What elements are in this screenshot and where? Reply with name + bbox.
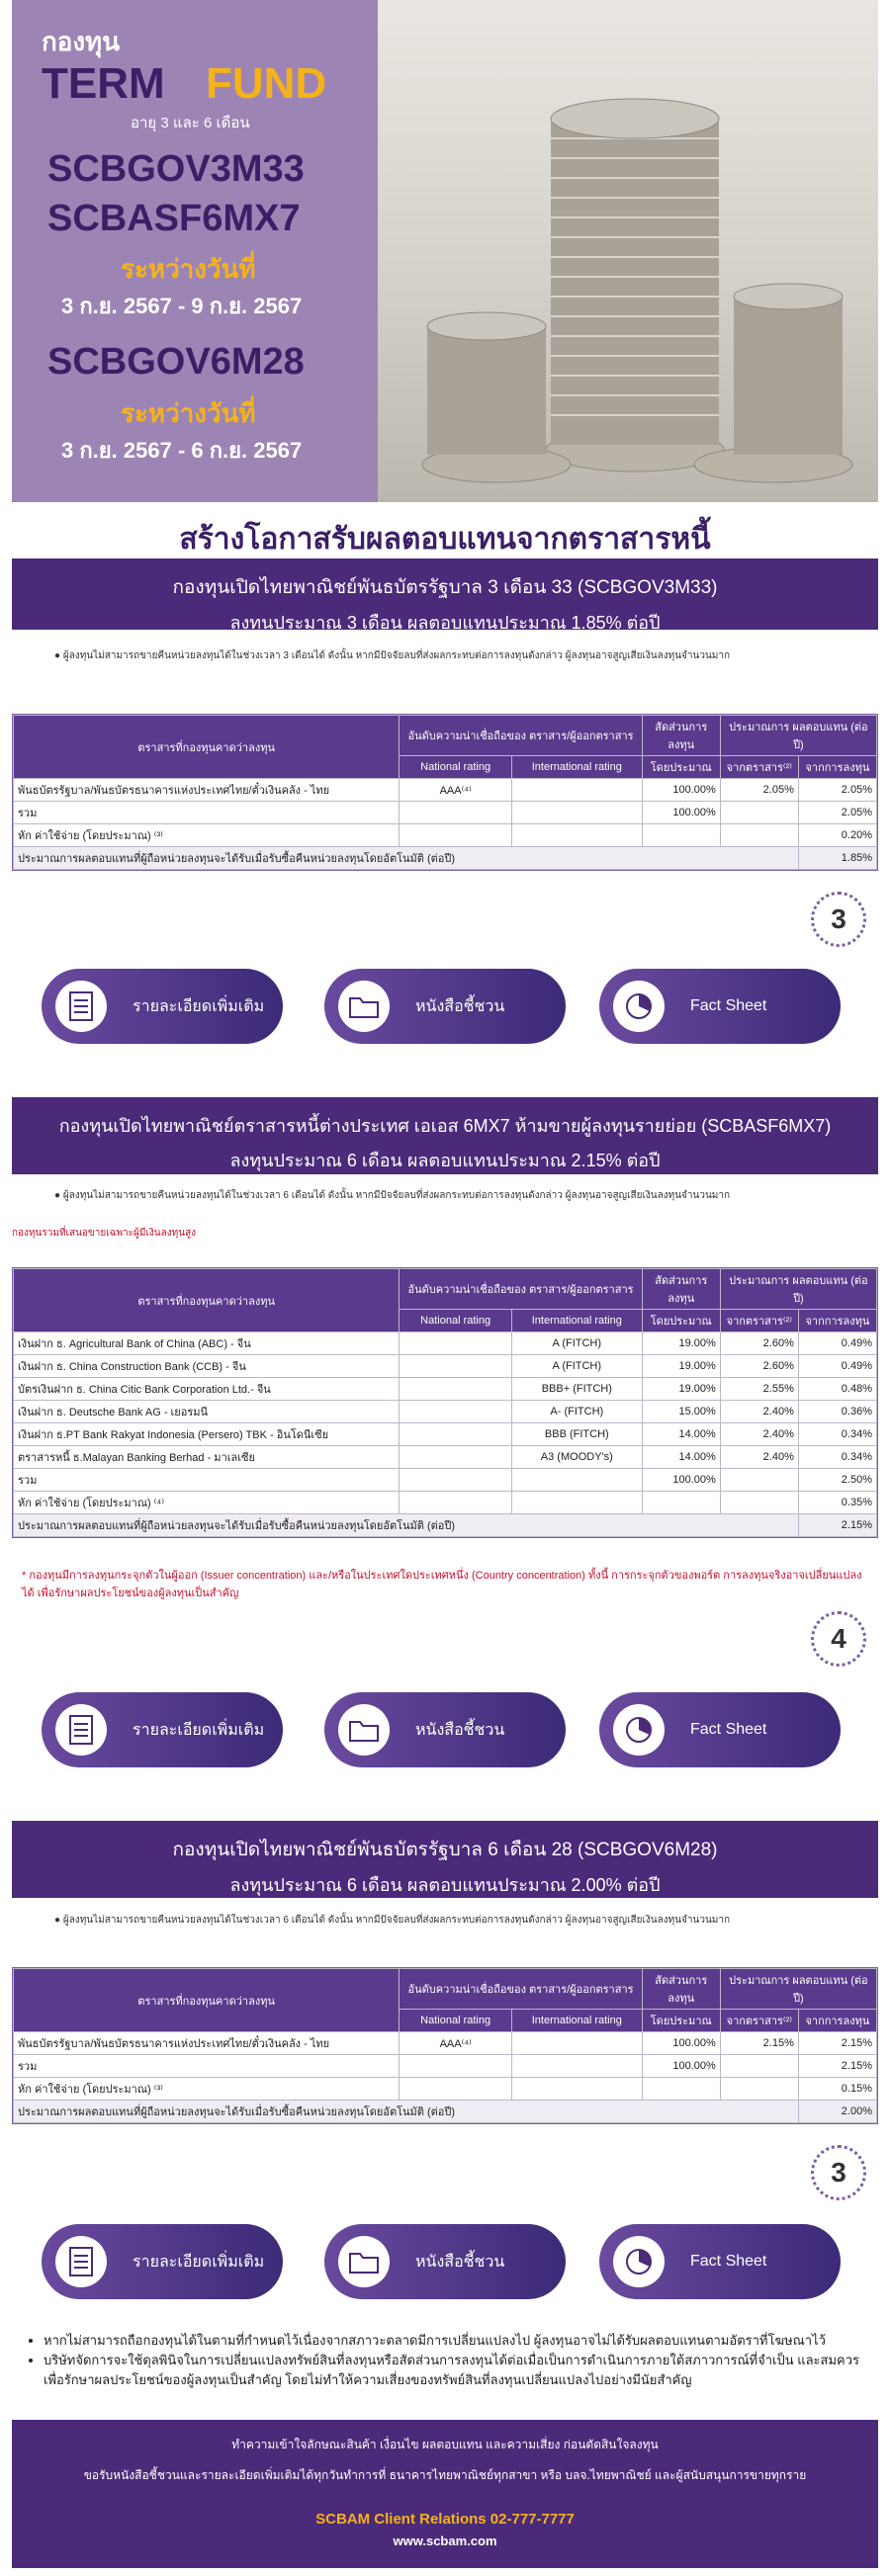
table-cell-ret	[720, 2055, 798, 2078]
table-cell-wret: 0.48%	[798, 1378, 876, 1401]
prospectus-label: หนังสือชี้ชวน	[415, 2253, 505, 2271]
fund2-note: ● ผู้ลงทุนไม่สามารถขายคืนหน่วยลงทุนได้ในช่วงเวลา 6 เดือนได้ ดังนั้น หากมีปัจจัยลบที่ส่งผลกระทบต่อการลงทุนดังกล่าว ผู้ลงทุนอาจสูญเสียเงินลงทุนจำนวนมาก	[54, 1190, 731, 1201]
table-cell-alloc: 19.00%	[642, 1355, 720, 1378]
table-cell-intl: BBB (FITCH)	[511, 1423, 642, 1446]
fund3-note: ● ผู้ลงทุนไม่สามารถขายคืนหน่วยลงทุนได้ในช่วงเวลา 6 เดือนได้ ดังนั้น หากมีปัจจัยลบที่ส่งผลกระทบต่อการลงทุนดังกล่าว ผู้ลงทุนอาจสูญเสียเงินลงทุนจำนวนมาก	[54, 1915, 731, 1926]
th-national: National rating	[400, 2010, 512, 2032]
hero-dates-2: 3 ก.ย. 2567 - 6 ก.ย. 2567	[61, 438, 303, 463]
table-total-row	[14, 2101, 877, 2123]
table-cell-wret: 0.34%	[798, 1423, 876, 1446]
fund2-details-button[interactable]	[42, 1692, 283, 1767]
table-cell-alloc: 19.00%	[642, 1332, 720, 1355]
coins-illustration	[378, 0, 878, 502]
table-total-row	[14, 1514, 877, 1537]
table-cell-wret: 0.15%	[798, 2078, 876, 2101]
hero-banner	[12, 0, 878, 502]
table-cell-wret: 2.15%	[798, 2032, 876, 2055]
table-cell-nat	[400, 2055, 512, 2078]
th-return-sub2: จากการลงทุน	[798, 2010, 876, 2032]
footer-line-1: ทำความเข้าใจลักษณะสินค้า เงื่อนไข ผลตอบแทน และความเสี่ยง ก่อนตัดสินใจลงทุน	[231, 2438, 659, 2451]
table-total-row	[14, 847, 877, 870]
table-cell-ret: 2.60%	[720, 1332, 798, 1355]
footer	[12, 2420, 878, 2568]
table-cell-ret: 2.05%	[720, 779, 798, 802]
table-cell-wret: 2.05%	[798, 802, 876, 824]
fund3-prospectus-button[interactable]	[324, 2224, 566, 2299]
table-cell-ret: 2.40%	[720, 1423, 798, 1446]
fund2-factsheet-button[interactable]	[599, 1692, 841, 1767]
coin-stack-photo	[378, 0, 878, 502]
fund3-factsheet-button[interactable]	[599, 2224, 841, 2299]
th-rating-group: อันดับความน่าเชื่อถือของ ตราสาร/ผู้ออกตราสาร	[400, 1269, 642, 1310]
folder-icon	[338, 981, 390, 1032]
hero-dates-1: 3 ก.ย. 2567 - 9 ก.ย. 2567	[61, 294, 303, 318]
table-cell-intl	[511, 1469, 642, 1492]
footer-line-2: ขอรับหนังสือชี้ชวนและรายละเอียดเพิ่มเติมได้ทุกวันทำการที่ ธนาคารไทยพาณิชย์ทุกสาขา หรือ บลจ.ไทยพาณิชย์ และผู้สนับสนุนการขายทุกราย	[83, 2468, 807, 2482]
table-cell-intl	[511, 2032, 642, 2055]
table-cell-ret: 2.40%	[720, 1446, 798, 1469]
document-icon	[55, 2236, 107, 2287]
hero-kong-thun: กองทุน	[42, 27, 120, 56]
table-cell-nat	[400, 2078, 512, 2101]
table-cell-wret: 0.34%	[798, 1446, 876, 1469]
hero-code-3: SCBGOV6M28	[47, 341, 305, 383]
th-rating-group: อันดับความน่าเชื่อถือของ ตราสาร/ผู้ออกตราสาร	[400, 716, 642, 756]
total-label: ประมาณการผลตอบแทนที่ผู้ถือหน่วยลงทุนจะได้รับเมื่อรับซื้อคืนหน่วยลงทุนโดยอัตโนมัติ (ต่อปี)	[14, 2101, 799, 2123]
table-cell-name: รวม	[14, 802, 400, 824]
prospectus-label: หนังสือชี้ชวน	[415, 997, 505, 1015]
table-row	[14, 2032, 877, 2055]
th-alloc-group: สัดส่วนการลงทุน	[642, 1269, 720, 1310]
table-cell-intl	[511, 2078, 642, 2101]
table-cell-name: เงินฝาก ธ. Agricultural Bank of China (ABC) - จีน	[14, 1332, 400, 1355]
table-row	[14, 1469, 877, 1492]
total-label: ประมาณการผลตอบแทนที่ผู้ถือหน่วยลงทุนจะได้รับเมื่อรับซื้อคืนหน่วยลงทุนโดยอัตโนมัติ (ต่อปี)	[14, 847, 799, 870]
table-cell-name: บัตรเงินฝาก ธ. China Citic Bank Corporation Ltd.- จีน	[14, 1378, 400, 1401]
table-cell-intl: A3 (MOODY's)	[511, 1446, 642, 1469]
pie-chart-icon	[613, 1704, 665, 1756]
table-row	[14, 1332, 877, 1355]
hero-fund: FUND	[206, 59, 327, 108]
table-cell-nat: AAA⁽⁴⁾	[400, 779, 512, 802]
total-value: 1.85%	[798, 847, 876, 870]
fund1-note: ● ผู้ลงทุนไม่สามารถขายคืนหน่วยลงทุนได้ในช่วงเวลา 3 เดือนได้ ดังนั้น หากมีปัจจัยลบที่ส่งผลกระทบต่อการลงทุนดังกล่าว ผู้ลงทุนอาจสูญเสียเงินลงทุนจำนวนมาก	[54, 650, 731, 661]
table-cell-name: ตราสารหนี้ ธ.Malayan Banking Berhad - มาเลเซีย	[14, 1446, 400, 1469]
fund2-prospectus-button[interactable]	[324, 1692, 566, 1767]
th-instrument: ตราสารที่กองทุนคาดว่าลงทุน	[14, 1269, 400, 1332]
fund2-header	[12, 1097, 878, 1174]
th-international: International rating	[511, 1310, 642, 1332]
table-cell-alloc: 15.00%	[642, 1401, 720, 1423]
hero-term: TERM	[42, 59, 165, 108]
table-row	[14, 1378, 877, 1401]
table-cell-alloc: 19.00%	[642, 1378, 720, 1401]
th-national: National rating	[400, 1310, 512, 1332]
table-cell-nat	[400, 802, 512, 824]
footer-website[interactable]: www.scbam.com	[393, 2533, 497, 2548]
th-rating-group: อันดับความน่าเชื่อถือของ ตราสาร/ผู้ออกตราสาร	[400, 1969, 642, 2010]
risk-level: 3	[831, 2157, 846, 2188]
th-international: International rating	[511, 2010, 642, 2032]
table-cell-nat	[400, 824, 512, 847]
pie-chart-icon	[613, 981, 665, 1032]
fund2-risk-badge	[811, 1611, 866, 1667]
table-cell-ret: 2.40%	[720, 1401, 798, 1423]
factsheet-label: Fact Sheet	[690, 2253, 767, 2270]
th-national: National rating	[400, 756, 512, 779]
table-row	[14, 802, 877, 824]
table-cell-name: พันธบัตรรัฐบาล/พันธบัตรธนาคารแห่งประเทศไทย/ตั๋วเงินคลัง - ไทย	[14, 2032, 400, 2055]
th-return-group: ประมาณการ ผลตอบแทน (ต่อปี)	[720, 716, 876, 756]
table-cell-wret: 2.15%	[798, 2055, 876, 2078]
disclaimer-bullet-1: • หากไม่สามารถถือกองทุนได้ในตามที่กำหนดไว้เนื่องจากสภาวะตลาดมีการเปลี่ยนแปลงไป ผู้ลงทุนอาจไม่ได้รับผลตอบแทนตามอัตราที่โฆษณาไว้	[44, 2331, 876, 2351]
table-cell-alloc: 100.00%	[642, 802, 720, 824]
fund1-prospectus-button[interactable]	[324, 969, 566, 1044]
table-cell-nat	[400, 1378, 512, 1401]
fund1-table	[12, 714, 878, 871]
th-return-sub1: จากตราสาร⁽²⁾	[720, 756, 798, 779]
table-cell-nat	[400, 1355, 512, 1378]
table-row	[14, 824, 877, 847]
table-cell-intl: BBB+ (FITCH)	[511, 1378, 642, 1401]
table-cell-ret: 2.60%	[720, 1355, 798, 1378]
page-headline: สร้างโอกาสรับผลตอบแทนจากตราสารหนี้	[179, 523, 711, 556]
table-row	[14, 1492, 877, 1514]
th-alloc-group: สัดส่วนการลงทุน	[642, 716, 720, 756]
table-cell-intl	[511, 2055, 642, 2078]
table-cell-alloc: 100.00%	[642, 779, 720, 802]
th-return-group: ประมาณการ ผลตอบแทน (ต่อปี)	[720, 1969, 876, 2010]
fund1-subtitle: ลงทุนประมาณ 3 เดือน ผลตอบแทนประมาณ 1.85% ต่อปี	[229, 613, 661, 633]
table-cell-wret: 0.36%	[798, 1401, 876, 1423]
th-return-sub1: จากตราสาร⁽²⁾	[720, 2010, 798, 2032]
fund1-details-button[interactable]	[42, 969, 283, 1044]
footer-contact: SCBAM Client Relations 02-777-7777	[315, 2511, 575, 2528]
table-cell-name: เงินฝาก ธ.PT Bank Rakyat Indonesia (Persero) TBK - อินโดนีเซีย	[14, 1423, 400, 1446]
factsheet-label: Fact Sheet	[690, 997, 767, 1014]
fund1-header	[12, 558, 878, 633]
table-cell-nat	[400, 1469, 512, 1492]
fund1-title: กองทุนเปิดไทยพาณิชย์พันธบัตรรัฐบาล 3 เดือน 33 (SCBGOV3M33)	[172, 577, 718, 598]
fund2-subtitle: ลงทุนประมาณ 6 เดือน ผลตอบแทนประมาณ 2.15% ต่อปี	[229, 1151, 661, 1170]
document-icon	[55, 981, 107, 1032]
hero-code-1: SCBGOV3M33	[47, 148, 305, 190]
th-international: International rating	[511, 756, 642, 779]
table-cell-nat	[400, 1332, 512, 1355]
table-cell-nat: AAA⁽⁴⁾	[400, 2032, 512, 2055]
table-row	[14, 779, 877, 802]
th-return-group: ประมาณการ ผลตอบแทน (ต่อปี)	[720, 1269, 876, 1310]
table-cell-alloc	[642, 1492, 720, 1514]
fund3-details-button[interactable]	[42, 2224, 283, 2299]
fund3-table	[12, 1967, 878, 2124]
table-cell-name: รวม	[14, 1469, 400, 1492]
table-cell-ret	[720, 802, 798, 824]
table-cell-ret: 2.15%	[720, 2032, 798, 2055]
table-cell-wret: 0.49%	[798, 1332, 876, 1355]
table-row	[14, 1401, 877, 1423]
th-return-sub2: จากการลงทุน	[798, 1310, 876, 1332]
table-cell-alloc: 14.00%	[642, 1423, 720, 1446]
table-cell-wret: 0.35%	[798, 1492, 876, 1514]
table-cell-ret	[720, 824, 798, 847]
table-cell-wret: 0.49%	[798, 1355, 876, 1378]
table-cell-alloc: 100.00%	[642, 1469, 720, 1492]
table-cell-name: หัก ค่าใช้จ่าย (โดยประมาณ) ⁽³⁾	[14, 824, 400, 847]
table-cell-ret	[720, 1492, 798, 1514]
th-instrument: ตราสารที่กองทุนคาดว่าลงทุน	[14, 716, 400, 779]
hero-age: อายุ 3 และ 6 เดือน	[131, 115, 250, 131]
table-cell-nat	[400, 1401, 512, 1423]
prospectus-label: หนังสือชี้ชวน	[415, 1721, 505, 1739]
table-row	[14, 2078, 877, 2101]
table-cell-alloc: 14.00%	[642, 1446, 720, 1469]
fund3-risk-badge	[811, 2145, 866, 2200]
fund3-title: กองทุนเปิดไทยพาณิชย์พันธบัตรรัฐบาล 6 เดือน 28 (SCBGOV6M28)	[172, 1840, 718, 1860]
total-value: 2.00%	[798, 2101, 876, 2123]
table-cell-intl	[511, 1492, 642, 1514]
fund3-subtitle: ลงทุนประมาณ 6 เดือน ผลตอบแทนประมาณ 2.00% ต่อปี	[229, 1875, 661, 1895]
table-row	[14, 1423, 877, 1446]
table-cell-ret	[720, 2078, 798, 2101]
pie-chart-icon	[613, 2236, 665, 2287]
factsheet-label: Fact Sheet	[690, 1721, 767, 1738]
disclaimer-bullets	[30, 2331, 876, 2390]
details-label: รายละเอียดเพิ่มเติม	[133, 997, 265, 1015]
table-cell-alloc	[642, 824, 720, 847]
fund1-factsheet-button[interactable]	[599, 969, 841, 1044]
table-cell-wret: 2.50%	[798, 1469, 876, 1492]
table-cell-alloc: 100.00%	[642, 2032, 720, 2055]
risk-level: 3	[831, 903, 846, 934]
table-cell-alloc: 100.00%	[642, 2055, 720, 2078]
total-label: ประมาณการผลตอบแทนที่ผู้ถือหน่วยลงทุนจะได้รับเมื่อรับซื้อคืนหน่วยลงทุนโดยอัตโนมัติ (ต่อปี)	[14, 1514, 799, 1537]
fund1-risk-badge	[811, 892, 866, 947]
table-cell-name: รวม	[14, 2055, 400, 2078]
table-cell-intl: A (FITCH)	[511, 1355, 642, 1378]
table-cell-wret: 2.05%	[798, 779, 876, 802]
th-return-sub2: จากการลงทุน	[798, 756, 876, 779]
table-cell-nat	[400, 1446, 512, 1469]
folder-icon	[338, 1704, 390, 1756]
fund2-table	[12, 1267, 878, 1538]
table-cell-intl: A (FITCH)	[511, 1332, 642, 1355]
table-row	[14, 1446, 877, 1469]
risk-level: 4	[831, 1623, 846, 1654]
table-cell-ret	[720, 1469, 798, 1492]
table-cell-wret: 0.20%	[798, 824, 876, 847]
details-label: รายละเอียดเพิ่มเติม	[133, 1721, 265, 1739]
table-cell-intl	[511, 779, 642, 802]
table-cell-ret: 2.55%	[720, 1378, 798, 1401]
table-cell-intl: A- (FITCH)	[511, 1401, 642, 1423]
fund2-title: กองทุนเปิดไทยพาณิชย์ตราสารหนี้ต่างประเทศ เอเอส 6MX7 ห้ามขายผู้ลงทุนรายย่อย (SCBASF6MX7)	[58, 1116, 832, 1136]
th-alloc-sub: โดยประมาณ	[642, 756, 720, 779]
fund2-warning: กองทุนรวมที่เสนอขายเฉพาะผู้มีเงินลงทุนสูง	[12, 1228, 197, 1239]
hero-text-panel	[12, 0, 378, 502]
table-cell-nat	[400, 1423, 512, 1446]
table-row	[14, 2055, 877, 2078]
table-cell-name: หัก ค่าใช้จ่าย (โดยประมาณ) ⁽⁴⁾	[14, 1492, 400, 1514]
th-alloc-sub: โดยประมาณ	[642, 2010, 720, 2032]
table-cell-name: หัก ค่าใช้จ่าย (โดยประมาณ) ⁽³⁾	[14, 2078, 400, 2101]
th-alloc-group: สัดส่วนการลงทุน	[642, 1969, 720, 2010]
table-cell-intl	[511, 802, 642, 824]
table-cell-nat	[400, 1492, 512, 1514]
table-cell-name: พันธบัตรรัฐบาล/พันธบัตรธนาคารแห่งประเทศไทย/ตั๋วเงินคลัง - ไทย	[14, 779, 400, 802]
table-cell-alloc	[642, 2078, 720, 2101]
total-value: 2.15%	[798, 1514, 876, 1537]
document-icon	[55, 1704, 107, 1756]
hero-between-2: ระหว่างวันที่	[121, 398, 256, 428]
fund3-header	[12, 1821, 878, 1898]
th-alloc-sub: โดยประมาณ	[642, 1310, 720, 1332]
table-cell-name: เงินฝาก ธ. China Construction Bank (CCB) - จีน	[14, 1355, 400, 1378]
disclaimer-bullet-2: • บริษัทจัดการจะใช้ดุลพินิจในการเปลี่ยนแปลงทรัพย์สินที่ลงทุนหรือสัดส่วนการลงทุนได้ต่อเมื่อเป็นการดำเนินการภายใต้สภาวการณ์ที่จำเป็น และสมควรเพื่อรักษาผลประโยชน์ของผู้ลงทุนเป็นสำคัญ โดยไม่ทำให้ความเสี่ยงของทรัพย์สินที่ลงทุนเปลี่ยนแปลงไปอย่างมีนัยสำคัญ	[44, 2351, 876, 2390]
hero-between-1: ระหว่างวันที่	[121, 254, 256, 284]
hero-code-2: SCBASF6MX7	[47, 198, 301, 239]
table-row	[14, 1355, 877, 1378]
th-return-sub1: จากตราสาร⁽²⁾	[720, 1310, 798, 1332]
fund2-footnote: * กองทุนมีการลงทุนกระจุกตัวในผู้ออก (Issuer concentration) และ/หรือในประเทศใดประเทศหนึ่ง (Country concentration) ทั้งนี้ การกระจุกตัวของพอร์ต การลงทุนจริงอาจเปลี่ยนแปลงได้ เพื่อรักษาผลประโยชน์ของผู้ลงทุนเป็นสำคัญ	[22, 1570, 862, 1599]
details-label: รายละเอียดเพิ่มเติม	[133, 2253, 265, 2271]
table-cell-intl	[511, 824, 642, 847]
th-instrument: ตราสารที่กองทุนคาดว่าลงทุน	[14, 1969, 400, 2032]
folder-icon	[338, 2236, 390, 2287]
table-cell-name: เงินฝาก ธ. Deutsche Bank AG - เยอรมนี	[14, 1401, 400, 1423]
